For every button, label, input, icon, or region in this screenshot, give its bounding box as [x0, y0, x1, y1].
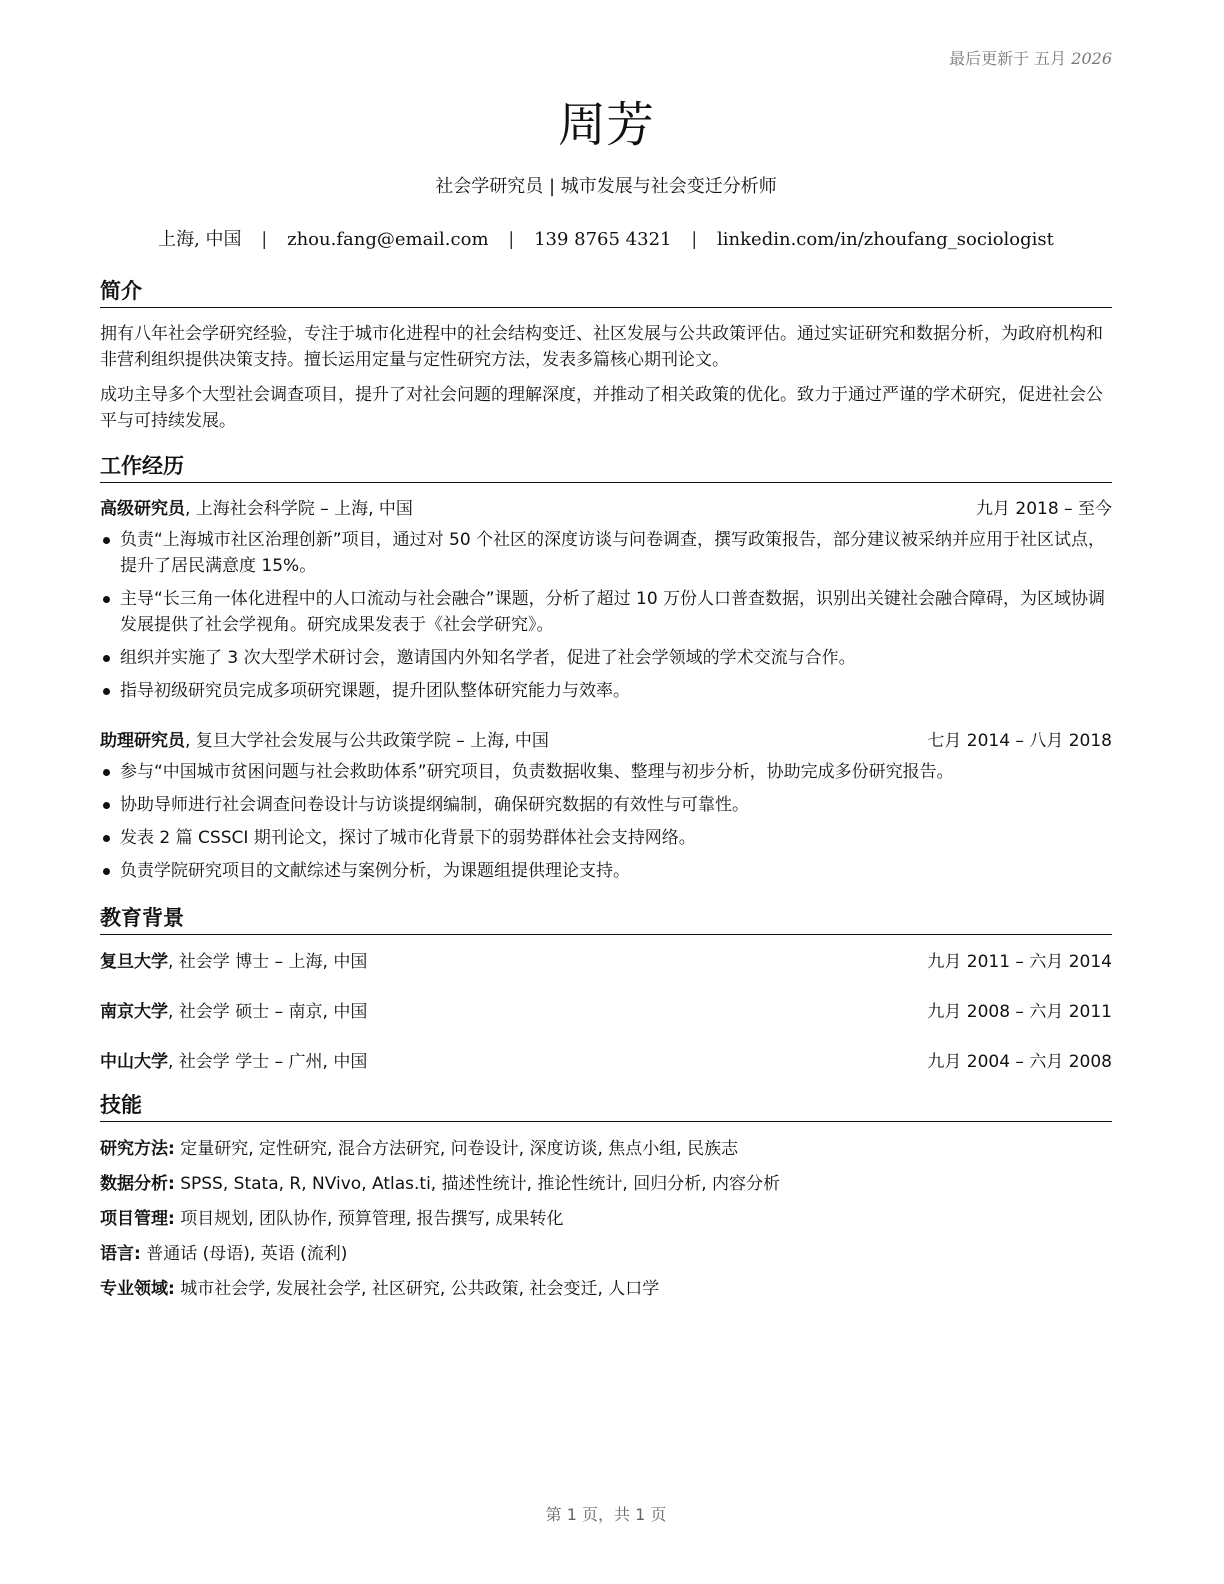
education-dates: 九月 2004 – 六月 2008 [927, 1052, 1112, 1072]
education-item [100, 1049, 1112, 1075]
education-school: 复旦大学 [100, 952, 168, 972]
summary-paragraph: 拥有八年社会学研究经验，专注于城市化进程中的社会结构变迁、社区发展与公共政策评估。通过实证研究和数据分析，为政府机构和非营利组织提供决策支持。擅长运用定量与定性研究方法，发表多篇核心期刊论文。 [100, 324, 1103, 370]
contact-location: 上海, 中国 [158, 229, 242, 250]
job-role: 助理研究员 [100, 731, 185, 751]
candidate-headline: 社会学研究员 | 城市发展与社会变迁分析师 [435, 176, 777, 197]
skill-line [100, 1206, 1112, 1232]
section-title-summary: 简介 [100, 276, 1112, 308]
job-header [100, 496, 1112, 522]
job-bullets [100, 759, 1112, 891]
job-bullets [100, 527, 1112, 711]
contact-email[interactable]: zhou.fang@email.com [287, 229, 489, 250]
list-item: 协助导师进行社会调查问卷设计与访谈提纲编制，确保研究数据的有效性与可靠性。 [100, 792, 1112, 818]
education-dates: 九月 2011 – 六月 2014 [927, 952, 1112, 972]
education-school: 中山大学 [100, 1052, 168, 1072]
education-dates: 九月 2008 – 六月 2011 [927, 1002, 1112, 1022]
skill-line [100, 1241, 1112, 1267]
skill-value: 定量研究, 定性研究, 混合方法研究, 问卷设计, 深度访谈, 焦点小组, 民族志 [180, 1139, 739, 1159]
list-item: 组织并实施了 3 次大型学术研讨会，邀请国内外知名学者，促进了社会学领域的学术交流与合作。 [100, 645, 1112, 671]
job-role: 高级研究员 [100, 499, 185, 519]
contact-linkedin[interactable]: linkedin.com/in/zhoufang_sociologist [717, 229, 1054, 250]
page-footer: 第 1 页，共 1 页 [545, 1505, 667, 1524]
skill-label: 语言: [100, 1244, 141, 1264]
list-item: 发表 2 篇 CSSCI 期刊论文，探讨了城市化背景下的弱势群体社会支持网络。 [100, 825, 1112, 851]
skill-value: SPSS, Stata, R, NVivo, Atlas.ti, 描述性统计, 推论性统计, 回归分析, 内容分析 [180, 1174, 781, 1194]
section-title-experience: 工作经历 [100, 451, 1112, 483]
last-updated [949, 46, 1112, 69]
list-item: 负责“上海城市社区治理创新”项目，通过对 50 个社区的深度访谈与问卷调查，撰写政策报告，部分建议被采纳并应用于社区试点，提升了居民满意度 15%。 [100, 527, 1112, 579]
job-org: , 上海社会科学院 – 上海, 中国 [185, 499, 413, 519]
skill-label: 数据分析: [100, 1174, 175, 1194]
contact-separator: | [691, 229, 698, 250]
skill-value: 普通话 (母语), 英语 (流利) [146, 1244, 348, 1264]
list-item: 主导“长三角一体化进程中的人口流动与社会融合”课题，分析了超过 10 万份人口普查数据，识别出关键社会融合障碍，为区域协调发展提供了社会学视角。研究成果发表于《社会学研究》。 [100, 586, 1112, 638]
contact-separator: | [508, 229, 515, 250]
contact-line [100, 225, 1112, 251]
education-detail: , 社会学 学士 – 广州, 中国 [168, 1052, 368, 1072]
skill-line [100, 1276, 1112, 1302]
skill-value: 城市社会学, 发展社会学, 社区研究, 公共政策, 社会变迁, 人口学 [180, 1279, 660, 1299]
last-updated-year: 2026 [1071, 49, 1112, 68]
skill-label: 项目管理: [100, 1209, 175, 1229]
resume-page [100, 0, 1112, 1584]
skill-line [100, 1136, 1112, 1162]
section-title-education: 教育背景 [100, 903, 1112, 935]
education-detail: , 社会学 硕士 – 南京, 中国 [168, 1002, 368, 1022]
job-header [100, 728, 1112, 754]
skill-label: 专业领域: [100, 1279, 175, 1299]
skill-line [100, 1171, 1112, 1197]
education-item [100, 999, 1112, 1025]
candidate-name: 周芳 [557, 97, 654, 153]
contact-separator: | [261, 229, 268, 250]
skill-value: 项目规划, 团队协作, 预算管理, 报告撰写, 成果转化 [180, 1209, 564, 1229]
summary-paragraph: 成功主导多个大型社会调查项目，提升了对社会问题的理解深度，并推动了相关政策的优化。致力于通过严谨的学术研究，促进社会公平与可持续发展。 [100, 385, 1103, 431]
list-item: 指导初级研究员完成多项研究课题，提升团队整体研究能力与效率。 [100, 678, 1112, 704]
list-item: 负责学院研究项目的文献综述与案例分析，为课题组提供理论支持。 [100, 858, 1112, 884]
education-item [100, 949, 1112, 975]
job-dates: 九月 2018 – 至今 [976, 499, 1112, 519]
contact-phone: 139 8765 4321 [534, 229, 672, 250]
education-detail: , 社会学 博士 – 上海, 中国 [168, 952, 368, 972]
last-updated-prefix: 最后更新于 五月 [949, 49, 1067, 68]
job-org: , 复旦大学社会发展与公共政策学院 – 上海, 中国 [185, 731, 549, 751]
education-school: 南京大学 [100, 1002, 168, 1022]
skill-label: 研究方法: [100, 1139, 175, 1159]
job-dates: 七月 2014 – 八月 2018 [927, 731, 1112, 751]
list-item: 参与“中国城市贫困问题与社会救助体系”研究项目，负责数据收集、整理与初步分析，协助完成多份研究报告。 [100, 759, 1112, 785]
section-title-skills: 技能 [100, 1090, 1112, 1122]
